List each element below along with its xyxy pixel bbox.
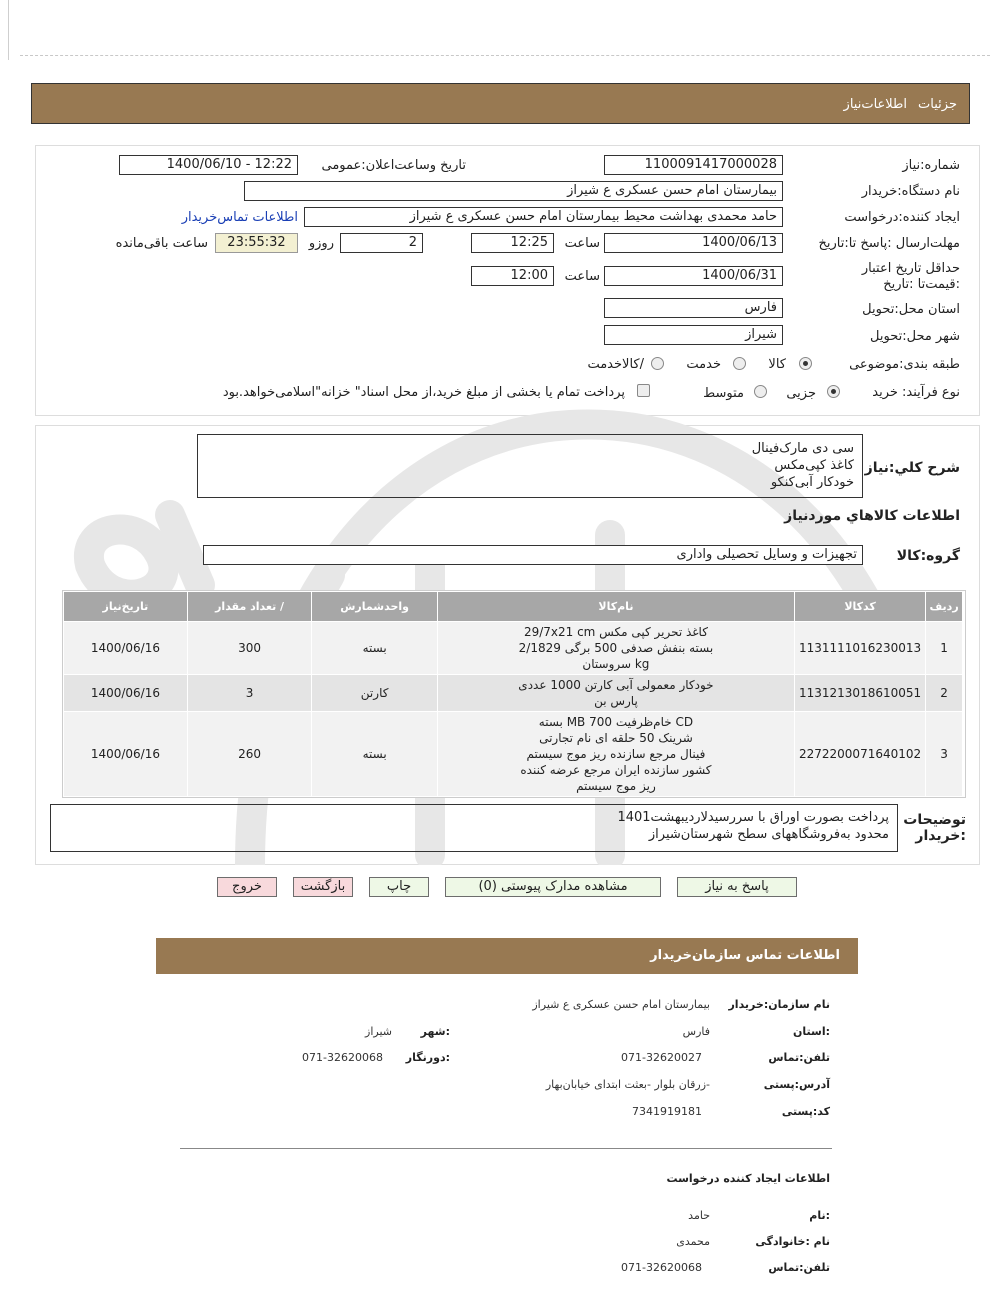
creator-family-value: محمدی [676, 1235, 710, 1248]
table-row[interactable] [64, 622, 963, 675]
contact-phone-value: 071-32620027 [621, 1051, 702, 1064]
left-border-line [8, 0, 9, 60]
cell-name [437, 622, 794, 675]
exit-button[interactable]: خروج [217, 877, 277, 897]
remaining-time-display: 23:55:32 [215, 233, 298, 253]
cell-name-line: کشور سازنده ایران مرجع عرضه کننده [520, 763, 712, 777]
cell-qty: 3 [187, 675, 312, 712]
cell-date: 1400/06/16 [64, 675, 188, 712]
cell-qty: 260 [187, 712, 312, 797]
contact-address-value: -زرقان بلوار -بعثت ابتدای خیابان‌بهار [545, 1078, 710, 1091]
cell-code: 1131213018610051 [794, 675, 925, 712]
cell-name-line: ریز موج سیستم [576, 779, 656, 793]
cell-date: 1400/06/16 [64, 622, 188, 675]
category-goods-label: کالا [768, 357, 786, 372]
creator-phone-label: تلفن:تماس [768, 1261, 830, 1274]
creator-name-label: :نام [809, 1209, 830, 1222]
goods-group-field: تجهیزات و وسایل تحصیلی واداری [203, 545, 863, 565]
cell-index: 1 [926, 622, 963, 675]
category-service-radio[interactable] [733, 357, 746, 370]
cell-unit: بسته [312, 622, 438, 675]
deadline-label: مهلت‌ارسال :پاسخ تا:تاریخ [818, 236, 960, 251]
table-row[interactable] [64, 675, 963, 712]
process-partial-label: جزیی [786, 386, 816, 401]
cell-unit: بسته [312, 712, 438, 797]
top-divider [20, 55, 990, 56]
contact-fax-label: :دورنگار [405, 1051, 450, 1064]
creator-field: حامد محمدی بهداشت محیط بیمارستان امام حسن عسکری ع شیراز [304, 207, 783, 227]
category-goods-service-radio[interactable] [651, 357, 664, 370]
items-table [63, 591, 963, 797]
cell-name [437, 712, 794, 797]
category-service-label: خدمت [686, 357, 721, 372]
contact-org-value: بیمارستان امام حسن عسکری ع شیراز [532, 998, 710, 1011]
validity-hour-label: ساعت [564, 269, 600, 284]
buyer-notes-box [50, 804, 898, 852]
buyer-contact-link[interactable]: اطلاعات تماس‌خریدار [181, 210, 298, 225]
cell-name-line: kg سروستان [582, 657, 650, 671]
category-goods-radio[interactable] [799, 357, 812, 370]
cell-name-line: فینال مرجع سازنده ریز موج سیستم [526, 747, 706, 761]
goods-info-title: اطلاعات کالاهاي موردنياز [784, 508, 960, 524]
description-line: خودکار آبی‌کنکو [770, 475, 854, 490]
province-label: استان محل:تحویل [862, 302, 960, 317]
col-header-index: رديف [926, 592, 963, 622]
days-field: 2 [340, 233, 423, 253]
cell-name-line: خودکار معمولی آبی کارتن 1000 عددی [518, 678, 714, 692]
tab-details[interactable]: جزئیات [918, 97, 957, 112]
category-goods-service-label: /کالاخدمت [587, 357, 644, 372]
validity-date-field: 1400/06/31 [604, 266, 783, 286]
col-header-date: تاريخ‌نياز [64, 592, 188, 622]
contact-province-label: :استان [793, 1025, 830, 1038]
deadline-date-field: 1400/06/13 [604, 233, 783, 253]
creator-label: ایجاد کننده:درخواست [844, 210, 960, 225]
cell-name-line: بسته بنفش صدفی 500 برگی 2/1829 [518, 641, 714, 655]
days-label: روزو [308, 236, 334, 251]
cell-date: 1400/06/16 [64, 712, 188, 797]
cell-unit: کارتن [312, 675, 438, 712]
contact-city-value: شیراز [365, 1025, 392, 1038]
contact-phone-label: تلفن:تماس [768, 1051, 830, 1064]
back-button[interactable]: بازگشت [293, 877, 353, 897]
description-label: شرح کلي:نياز [864, 460, 960, 476]
buyer-notes-line: پرداخت بصورت اوراق با سررسیدلاردیبهشت1401 [617, 810, 889, 825]
process-label: نوع فرآیند: خرید [872, 385, 960, 400]
reply-button[interactable]: پاسخ به نیاز [677, 877, 797, 897]
deadline-time-field: 12:25 [471, 233, 554, 253]
buyer-notes-label: توضیحات :خریدار [903, 812, 966, 844]
creator-phone-value: 071-32620068 [621, 1261, 702, 1274]
validity-time-field: 12:00 [471, 266, 554, 286]
treasury-payment-note: پرداخت تمام یا بخشی از مبلغ خرید،از محل اسناد" خزانه"اسلامی‌خواهد.بود [222, 385, 625, 400]
category-label: طبقه بندی:موضوعی [849, 357, 960, 372]
validity-label: حداقل تاریخ اعتبار :قیمت‌تا :تاریخ [861, 261, 960, 292]
need-number-label: شماره:نیاز [902, 158, 960, 173]
creator-name-value: حامد [688, 1209, 710, 1222]
announce-field: 1400/06/10 - 12:22 [119, 155, 298, 175]
cell-name [437, 675, 794, 712]
col-header-code: کدکالا [794, 592, 925, 622]
cell-name-line: کاغذ تحریر کپی مکس 29/7x21 cm [523, 625, 708, 639]
view-attachments-button[interactable]: مشاهده مدارک پیوستی (0) [445, 877, 661, 897]
remaining-label: ساعت باقی‌مانده [115, 236, 208, 251]
header-bar [31, 83, 970, 124]
buyer-notes-line: محدود به‌فروشگاههای سطح شهرستان‌شیراز [648, 827, 889, 842]
contact-postal-value: 7341919181 [632, 1105, 702, 1118]
tab-need-info[interactable]: اطلاعات‌نیاز [843, 97, 907, 112]
creator-info-title: اطلاعات ایجاد کننده درخواست [666, 1172, 830, 1185]
creator-family-label: نام :خانوادگی [755, 1235, 830, 1248]
cell-code: 1131111016230013 [794, 622, 925, 675]
description-line: سی دی مارک‌فینال [751, 441, 854, 456]
contact-address-label: آدرس:پستی [763, 1078, 830, 1091]
contact-postal-label: کد:پستی [781, 1105, 830, 1118]
table-row[interactable] [64, 712, 963, 797]
city-field: شیراز [604, 325, 783, 345]
table-header-row [64, 592, 963, 622]
city-label: شهر محل:تحویل [870, 329, 960, 344]
contact-fax-value: 071-32620068 [302, 1051, 383, 1064]
contact-org-label: نام سازمان:خریدار [728, 998, 830, 1011]
contact-header-bar [156, 938, 858, 974]
province-field: فارس [604, 298, 783, 318]
print-button[interactable]: چاپ [369, 877, 429, 897]
contact-divider [180, 1148, 832, 1149]
cell-index: 3 [926, 712, 963, 797]
description-box [197, 434, 863, 498]
goods-group-label: گروه:کالا [896, 548, 960, 564]
col-header-qty: / تعداد مقدار [187, 592, 312, 622]
description-line: کاغذ کپی‌مکس [774, 458, 854, 473]
announce-label: تاریخ وساعت‌اعلان:عمومی [321, 158, 466, 173]
buyer-org-field: بیمارستان امام حسن عسکری ع شیراز [244, 181, 783, 201]
deadline-hour-label: ساعت [564, 236, 600, 251]
cell-index: 2 [926, 675, 963, 712]
contact-province-value: فارس [682, 1025, 710, 1038]
contact-city-label: :شهر [420, 1025, 450, 1038]
buyer-org-label: نام دستگاه:خریدار [861, 184, 960, 199]
cell-qty: 300 [187, 622, 312, 675]
cell-name-line: شرینک 50 حلقه ای نام تجارتی [539, 731, 693, 745]
cell-code: 2272200071640102 [794, 712, 925, 797]
process-medium-label: متوسط [703, 386, 744, 401]
cell-name-line: CD خام‌ظرفیت 700 MB بسته [538, 715, 694, 729]
col-header-unit: واحدشمارش [312, 592, 438, 622]
need-number-field: 1100091417000028 [604, 155, 783, 175]
items-table-wrapper [62, 590, 966, 798]
col-header-name: نام‌کالا [437, 592, 794, 622]
contact-title: اطلاعات تماس سازمان‌خریدار [650, 948, 840, 963]
cell-name-line: پارس بن [594, 694, 638, 708]
